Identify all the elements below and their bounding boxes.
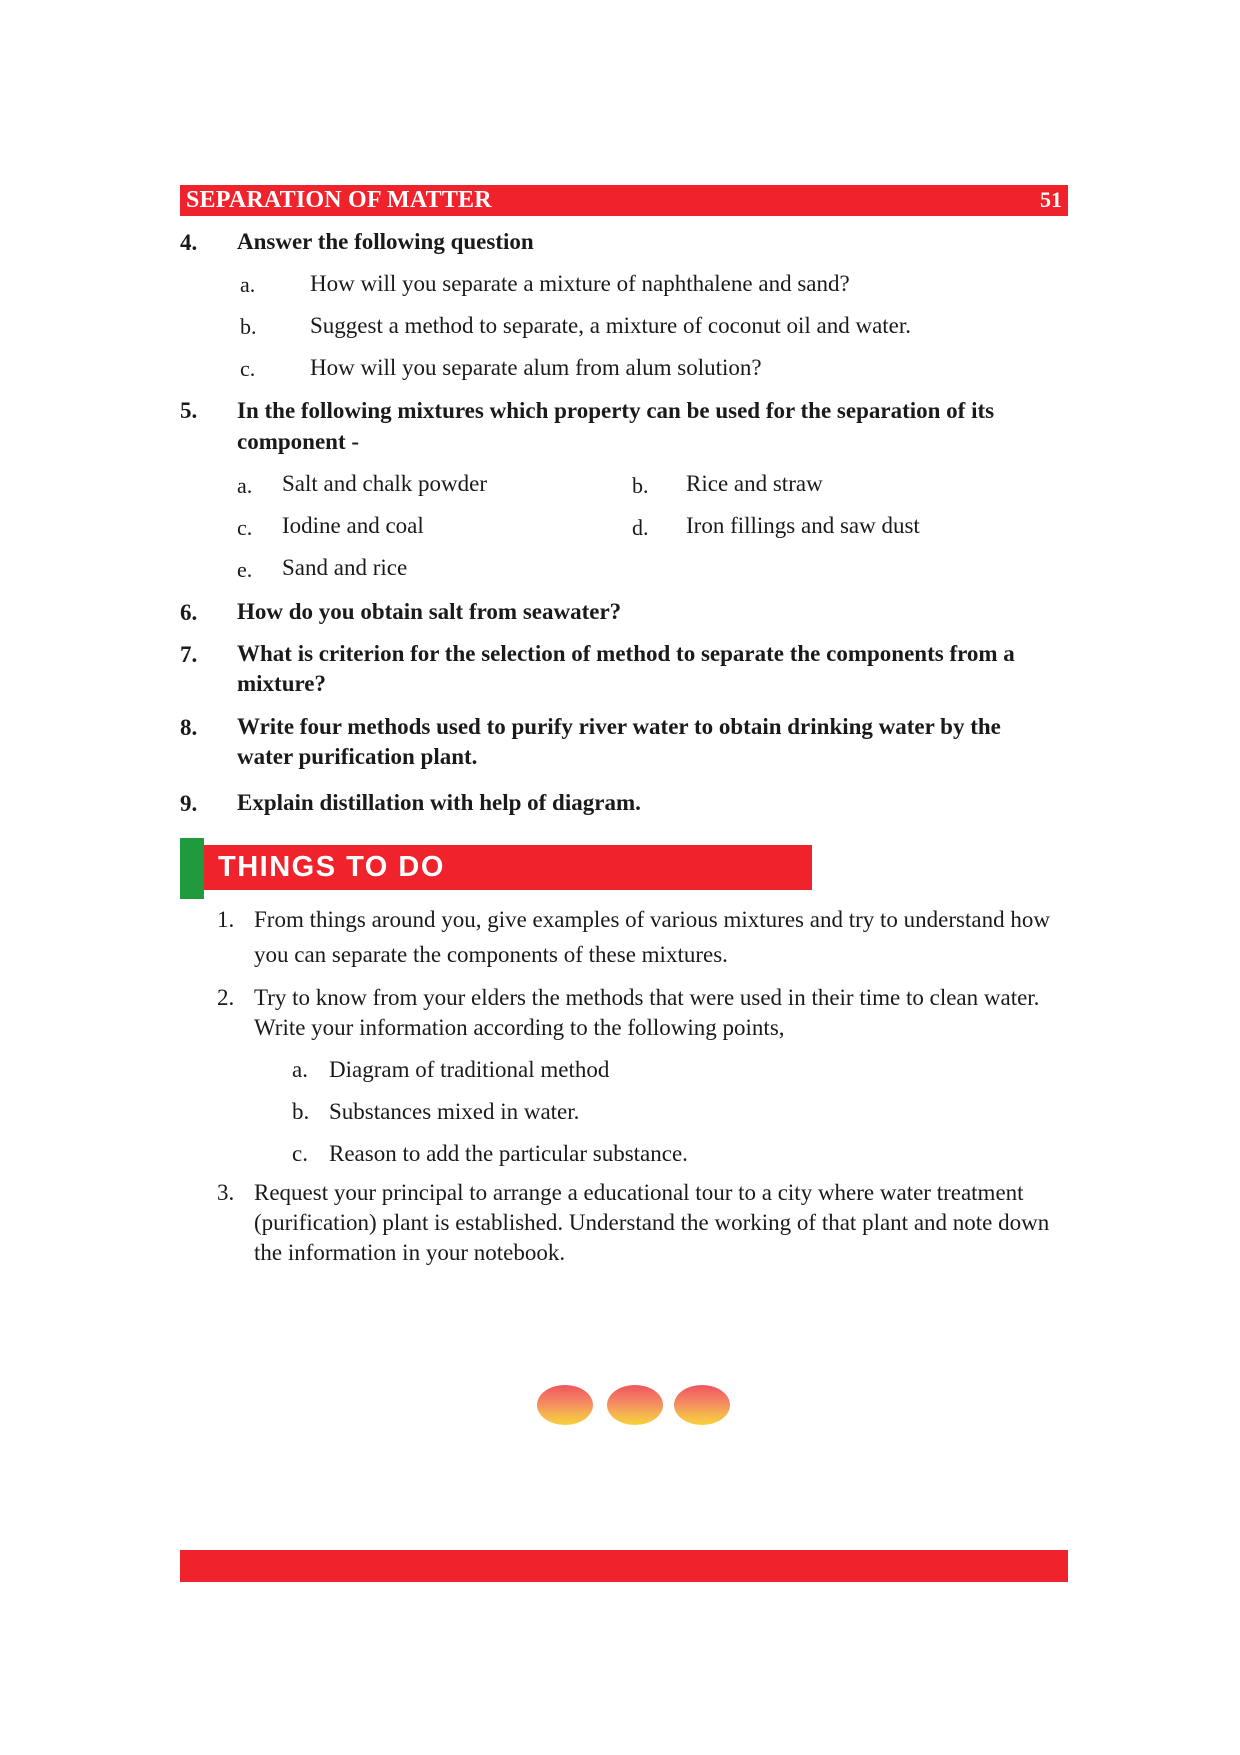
sub-label: e.: [237, 557, 253, 582]
mixture-item: Sand and rice: [282, 555, 408, 580]
question-text: Write four methods used to purify river water to obtain drinking water by the: [237, 714, 1001, 739]
point-label: c.: [292, 1141, 308, 1166]
point-text: Substances mixed in water.: [329, 1099, 580, 1124]
page-header: [180, 185, 1068, 216]
point-text: Diagram of traditional method: [329, 1057, 610, 1082]
sub-label: c.: [240, 356, 256, 381]
point-label: b.: [292, 1099, 310, 1124]
activity-number: 1.: [217, 907, 235, 932]
question-number: 5.: [180, 398, 198, 423]
mixture-item: Iron fillings and saw dust: [686, 513, 920, 538]
activity-number: 3.: [217, 1180, 235, 1205]
activity-text-cont: (purification) plant is established. Understand the working of that plant and note down: [254, 1210, 1050, 1235]
sub-question: How will you separate a mixture of naphthalene and sand?: [310, 271, 850, 296]
activity-text: From things around you, give examples of various mixtures and try to understand how: [254, 907, 1050, 932]
activity-text-cont: Write your information according to the following points,: [254, 1015, 785, 1040]
question-text: Answer the following question: [237, 229, 534, 254]
decorative-dot: [537, 1385, 593, 1425]
point-label: a.: [292, 1057, 308, 1082]
mixture-item: Rice and straw: [686, 471, 823, 496]
sub-label: a.: [240, 272, 256, 297]
question-number: 6.: [180, 600, 198, 625]
question-text-cont: component -: [237, 429, 360, 454]
question-text: In the following mixtures which property can be used for the separation of its: [237, 398, 995, 423]
section-title: THINGS TO DO: [218, 851, 445, 883]
sub-label: b.: [632, 473, 649, 498]
point-text: Reason to add the particular substance.: [329, 1141, 688, 1166]
page-number: 51: [1040, 187, 1062, 212]
section-accent-bar: [180, 838, 204, 899]
mixture-item: Salt and chalk powder: [282, 471, 488, 496]
activity-text: Try to know from your elders the methods that were used in their time to clean water.: [254, 985, 1040, 1010]
page-footer: [180, 1550, 1068, 1582]
question-number: 8.: [180, 715, 198, 740]
question-number: 4.: [180, 230, 198, 255]
sub-label: b.: [240, 314, 257, 339]
question-text: How do you obtain salt from seawater?: [237, 599, 622, 624]
sub-question: How will you separate alum from alum solution?: [310, 355, 762, 380]
activity-text-cont: you can separate the components of these mixtures.: [254, 942, 728, 967]
question-text-cont: water purification plant.: [237, 744, 478, 769]
question-text: What is criterion for the selection of method to separate the components from a: [237, 641, 1015, 666]
decorative-dot: [607, 1385, 663, 1425]
section-banner: [204, 845, 812, 890]
decorative-dot: [674, 1385, 730, 1425]
sub-label: d.: [632, 515, 649, 540]
sub-question: Suggest a method to separate, a mixture of coconut oil and water.: [310, 313, 912, 338]
mixture-item: Iodine and coal: [282, 513, 424, 538]
question-text: Explain distillation with help of diagram.: [237, 790, 641, 815]
question-number: 9.: [180, 791, 198, 816]
activity-text-cont: the information in your notebook.: [254, 1240, 566, 1265]
question-text-cont: mixture?: [237, 671, 327, 696]
chapter-title: SEPARATION OF MATTER: [186, 187, 492, 213]
sub-label: a.: [237, 473, 253, 498]
activity-number: 2.: [217, 985, 235, 1010]
sub-label: c.: [237, 515, 253, 540]
question-number: 7.: [180, 642, 198, 667]
activity-text: Request your principal to arrange a educational tour to a city where water treatment: [254, 1180, 1024, 1205]
